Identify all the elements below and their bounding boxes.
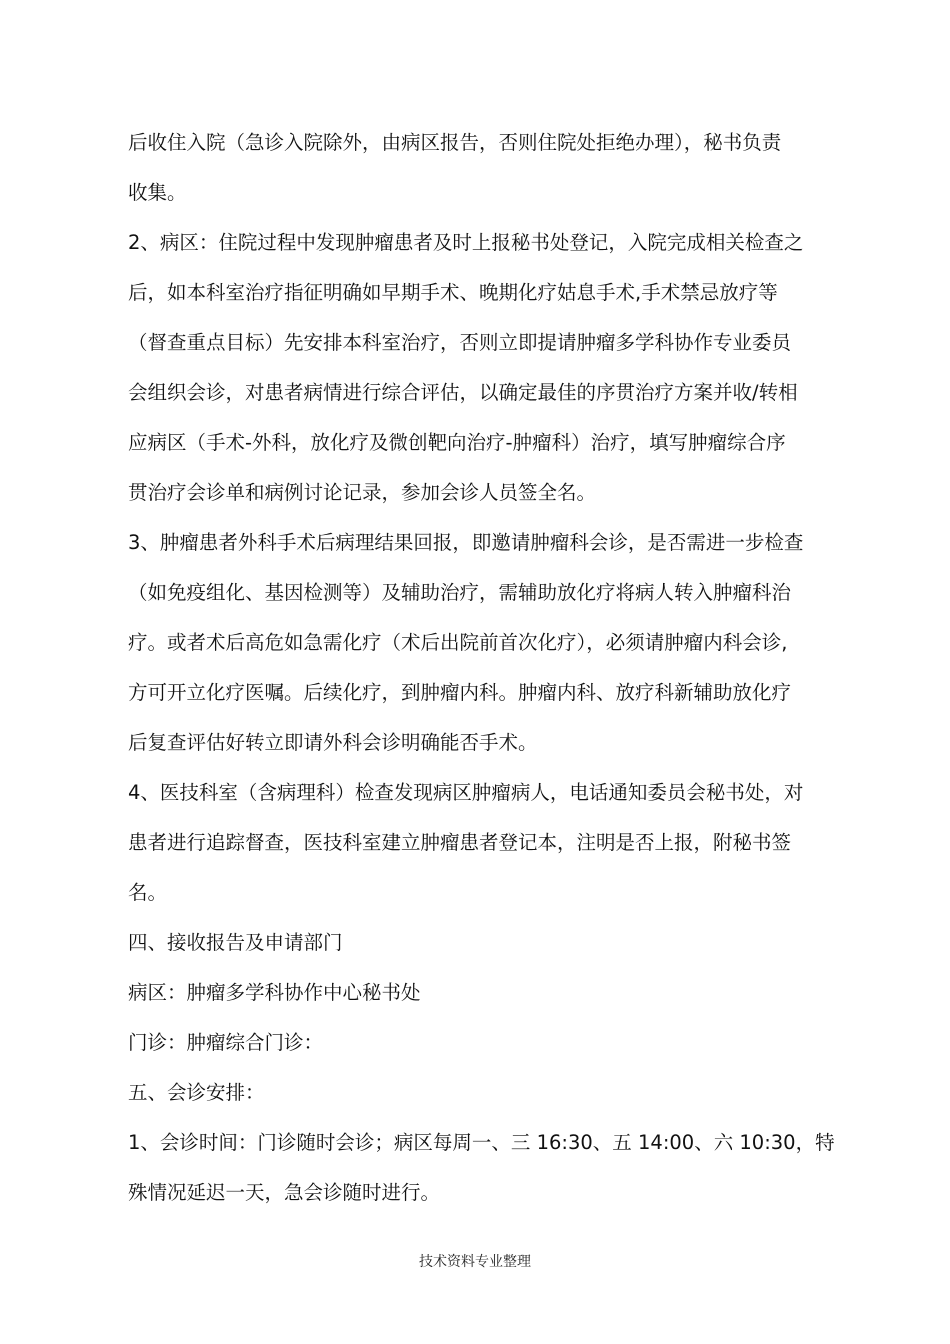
text-line: 应病区（手术-外科，放化疗及微创靶向治疗-肿瘤科）治疗，填写肿瘤综合序 xyxy=(128,431,786,454)
text-line: 殊情况延迟一天，急会诊随时进行。 xyxy=(128,1181,441,1204)
text-line: （如免疫组化、基因检测等）及辅助治疗，需辅助放化疗将病人转入肿瘤科治 xyxy=(128,581,792,604)
text-line: 后收住入院（急诊入院除外，由病区报告，否则住院处拒绝办理），秘书负责 xyxy=(128,131,782,154)
text-line: 3、肿瘤患者外科手术后病理结果回报，即邀请肿瘤科会诊，是否需进一步检查 xyxy=(128,531,804,554)
text-line: 门诊：肿瘤综合门诊： xyxy=(128,1031,324,1054)
text-line: 4、医技科室（含病理科）检查发现病区肿瘤病人，电话通知委员会秘书处，对 xyxy=(128,781,804,804)
text-line: 病区：肿瘤多学科协作中心秘书处 xyxy=(128,981,421,1004)
text-line: 后复查评估好转立即请外科会诊明确能否手术。 xyxy=(128,731,538,754)
section-heading: 四、接收报告及申请部门 xyxy=(128,931,343,954)
text-line: 收集。 xyxy=(128,181,187,204)
page-footer: 技术资料专业整理 xyxy=(419,1254,531,1270)
text-line: 名。 xyxy=(128,881,168,904)
text-line: 1、会诊时间：门诊随时会诊；病区每周一、三 16:30、五 14:00、六 10:30，特 xyxy=(128,1131,835,1154)
document-body xyxy=(128,118,843,1218)
text-line: 方可开立化疗医嘱。后续化疗，到肿瘤内科。肿瘤内科、放疗科新辅助放化疗 xyxy=(128,681,792,704)
text-line: 会组织会诊，对患者病情进行综合评估，以确定最佳的序贯治疗方案并收/转相 xyxy=(128,381,798,404)
text-line: （督查重点目标）先安排本科室治疗，否则立即提请肿瘤多学科协作专业委员 xyxy=(128,331,792,354)
text-line: 2、病区：住院过程中发现肿瘤患者及时上报秘书处登记，入院完成相关检查之 xyxy=(128,231,804,254)
text-line: 疗。或者术后高危如急需化疗（术后出院前首次化疗），必须请肿瘤内科会诊, xyxy=(128,631,788,654)
section-heading: 五、会诊安排： xyxy=(128,1081,265,1104)
text-line: 后，如本科室治疗指征明确如早期手术、晚期化疗姑息手术,手术禁忌放疗等 xyxy=(128,281,778,304)
text-line: 贯治疗会诊单和病例讨论记录，参加会诊人员签全名。 xyxy=(128,481,597,504)
text-line: 患者进行追踪督查，医技科室建立肿瘤患者登记本，注明是否上报，附秘书签 xyxy=(128,831,792,854)
